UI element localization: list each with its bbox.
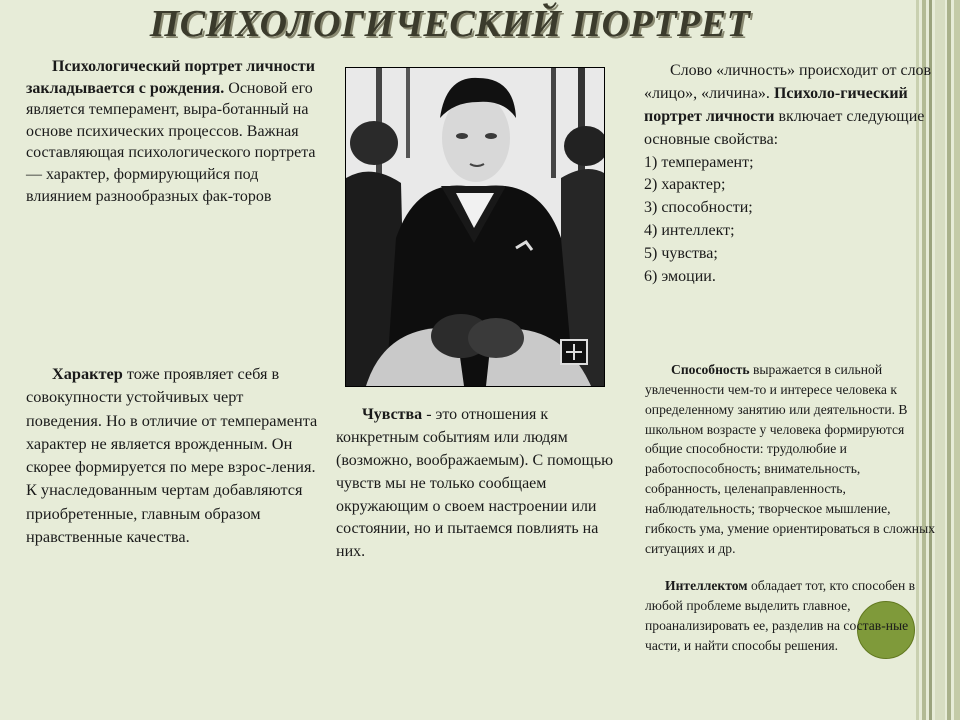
intellect-text: обладает тот, кто способен в любой проблеме выделить главное, проанализировать ее, разделив на состав-ные части, и найти способы решения. [645,578,916,653]
text-block-character [26,362,321,548]
definition-intro: Слово «личность» происходит от слов «лицо», «личина». [644,62,932,102]
text-block-portrait [26,56,316,207]
portrait-lead: Психологический портрет личности закладывается с рождения. [26,58,315,97]
list-item: 2) характер; [644,176,726,194]
list-item: 6) эмоции. [644,267,716,285]
text-block-feelings [336,404,616,564]
portrait-text: Основой его является темперамент, выра-ботанный на основе психических процессов. Важная составляющая психологического портрета — характер, формирующийся под влиянием разнообразных фак-торов [26,79,316,205]
page-title: ПСИХОЛОГИЧЕСКИЙ ПОРТРЕТ [149,3,751,45]
character-text: тоже проявляет себя в совокупности устойчивых черт поведения. Но в отличие от темперамента характер не является врожденным. Он скорее формируется по мере взрос-ления. К унаследованным чертам добавляются приобретенные, главным образом нравственные качества. [26,364,318,547]
text-block-intellect [645,576,935,655]
character-lead: Характер [52,364,123,383]
text-block-ability [645,360,935,558]
text-block-definition [644,60,940,289]
feelings-lead: Чувства [362,406,423,423]
definition-bold: Психоло-гический портрет личности [644,84,908,125]
definition-text: включает следующие основные свойства: [644,107,925,148]
ability-lead: Способность [671,362,750,377]
feelings-text: - это отношения к конкретным событиям или людям (возможно, воображаемым). С помощью чувств мы не только сообщаем окружающим о своем настроении или состоянии, но и пытаемся повлиять на них. [336,406,614,561]
list-item: 4) интеллект; [644,222,735,240]
list-item: 1) темперамент; [644,153,754,171]
intellect-lead: Интеллектом [665,578,748,593]
list-item: 3) способности; [644,199,753,217]
ability-text: выражается в сильной увлеченности чем-то и интересе человека к определенному занятию или деятельности. В школьном возрасте у человека формируются общие способности: трудолюбие и работоспособность; внимательность, собранность, целенаправленность, наблюдательность; творческое мышление, гибкость ума, умение ориентироваться в сложных ситуациях и др. [645,362,936,556]
properties-list [644,152,940,289]
portrait-photo [345,67,605,387]
list-item: 5) чувства; [644,245,718,262]
